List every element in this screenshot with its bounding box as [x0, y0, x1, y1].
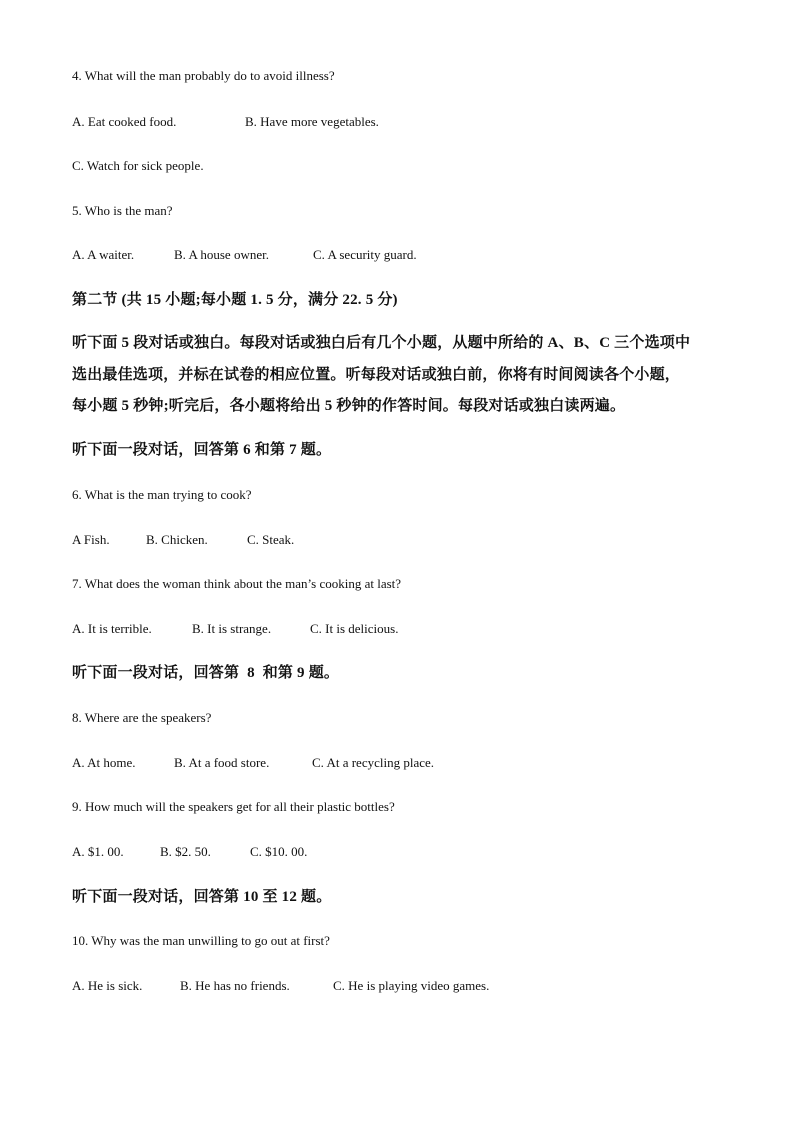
q10-option-c: C. He is playing video games. — [333, 978, 490, 993]
question-7: 7. What does the woman think about the man’s cooking at last? — [72, 576, 402, 591]
group-label-10-12: 听下面一段对话，回答第 10 至 12 题。 — [72, 889, 332, 905]
q7-option-c: C. It is delicious. — [310, 621, 399, 636]
question-5: 5. Who is the man? — [72, 203, 173, 218]
question-8: 8. Where are the speakers? — [72, 710, 212, 725]
q4-option-c: C. Watch for sick people. — [72, 158, 204, 173]
q6-option-a: A Fish. — [72, 532, 110, 547]
section-2-heading: 第二节 (共 15 小题;每小题 1. 5 分，满分 22. 5 分) — [72, 292, 398, 308]
question-9: 9. How much will the speakers get for all their plastic bottles? — [72, 799, 395, 814]
section-2-instructions-line-2: 选出最佳选项，并标在试卷的相应位置。听每段对话或独白前，你将有时间阅读各个小题， — [72, 367, 681, 383]
q9-option-c: C. $10. 00. — [250, 844, 308, 859]
q9-option-a: A. $1. 00. — [72, 844, 124, 859]
q8-option-a: A. At home. — [72, 755, 136, 770]
q6-option-b: B. Chicken. — [146, 532, 208, 547]
group-label-6-7: 听下面一段对话，回答第 6 和第 7 题。 — [72, 442, 332, 458]
q10-option-b: B. He has no friends. — [180, 978, 290, 993]
q5-option-a: A. A waiter. — [72, 247, 135, 262]
q5-option-b: B. A house owner. — [174, 247, 269, 262]
q10-option-a: A. He is sick. — [72, 978, 143, 993]
q9-option-b: B. $2. 50. — [160, 844, 211, 859]
q6-option-c: C. Steak. — [247, 532, 295, 547]
question-6: 6. What is the man trying to cook? — [72, 487, 252, 502]
section-2-instructions-line-3: 每小题 5 秒钟;听完后，各小题将给出 5 秒钟的作答时间。每段对话或独白读两遍。 — [72, 398, 626, 414]
group-label-8-9: 听下面一段对话，回答第 8 和第 9 题。 — [72, 665, 340, 681]
q5-option-c: C. A security guard. — [313, 247, 417, 262]
question-10: 10. Why was the man unwilling to go out at first? — [72, 933, 330, 948]
q7-option-a: A. It is terrible. — [72, 621, 152, 636]
q8-option-b: B. At a food store. — [174, 755, 270, 770]
q8-option-c: C. At a recycling place. — [312, 755, 435, 770]
section-2-instructions-line-1: 听下面 5 段对话或独白。每段对话或独白后有几个小题，从题中所给的 A、B、C 三个选项中 — [72, 335, 691, 351]
q4-option-b: B. Have more vegetables. — [245, 114, 379, 129]
q4-option-a: A. Eat cooked food. — [72, 114, 177, 129]
q7-option-b: B. It is strange. — [192, 621, 272, 636]
question-4: 4. What will the man probably do to avoid illness? — [72, 68, 335, 83]
